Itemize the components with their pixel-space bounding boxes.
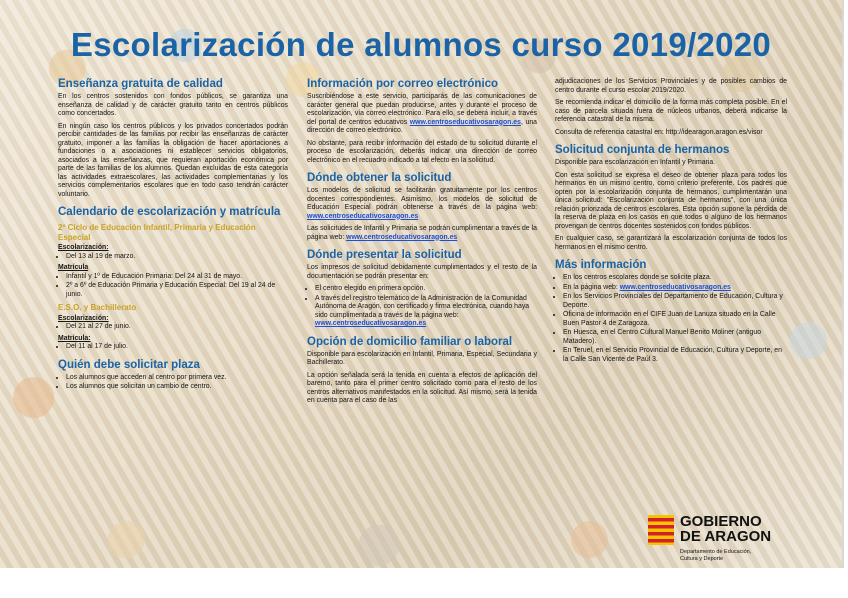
paragraph-text: Los modelos de solicitud se facilitarán gratuitamente por los centros docentes correspondientes. Asimismo, los modelos de solicitud de Educación Especial podrán obtenerse a través de la página web: [307, 187, 537, 211]
logo-sub-line: Cultura y Deporte [680, 555, 724, 562]
list-item: • Del 13 al 19 de marzo. [66, 253, 288, 262]
section-donde-presentar [307, 249, 537, 329]
section-calendario [58, 206, 288, 352]
column-middle [307, 78, 537, 413]
paragraph [307, 225, 537, 242]
centros-link[interactable]: www.centroseducativosaragon.es [346, 233, 458, 241]
label: Escolarización: [58, 244, 109, 251]
paragraph: Con esta solicitud se expresa el deseo de obtener plaza para todos los hermanos en un mismo centro, como criterio preferente. Los padres que opten por la escolarización conjunta de hermanos, cumplimentarán una única solicitud: "Escolarización conjunta de hermanos", con una única relación priorizada de centros escolares. Esta opción supone la pérdida de la reserva de plaza en los casos en que todos o alguno de los hermanos provengan de centros docentes sostenidos con fondos públicos. [555, 171, 787, 230]
paragraph-text: Las solicitudes de Infantil y Primaria se podrán cumplimentar a través de la página web: [307, 225, 537, 241]
list [555, 274, 787, 364]
section-ensenanza [58, 78, 288, 199]
subheading: 2º Ciclo de Educación Infantil, Primaria y Educación Especial [58, 223, 256, 242]
paragraph: En los centros sostenidos con fondos públicos, se garantiza una enseñanza de calidad y de carácter gratuito tanto en centros públicos como concertados. [58, 93, 288, 117]
paragraph: En ningún caso los centros públicos y los privados concertados podrán percibir cantidades de las familias por recibir las enseñanzas de carácter gratuito, imponer a las familias la obligación de hacer aportaciones a fundaciones o a asociaciones ni establecer servicios obligatorios, asociados a las enseñanzas, que requieran aportación económica por parte de las familias de los alumnos. Quedan excluidas de esta categoría las actividades extraescolares, las actividades complementarias y los servicios complementarios escolares que en todo caso tendrán carácter voluntario. [58, 122, 288, 198]
list-item-text: En la página web: [563, 283, 620, 291]
logo-line1: GOBIERNO [680, 513, 762, 530]
column-right [555, 78, 787, 371]
list-item: • 2º a 6º de Educación Primaria y Educación Especial: Del 19 al 24 de junio. [66, 282, 288, 299]
centros-link[interactable]: www.centroseducativosaragon.es [619, 283, 731, 291]
section-heading: Opción de domicilio familiar o laboral [307, 335, 513, 348]
section-quien [58, 359, 288, 392]
section-heading: Solicitud conjunta de hermanos [555, 144, 730, 156]
list [307, 285, 537, 329]
list [58, 343, 288, 352]
paragraph: adjudicaciones de los Servicios Provinciales y de posibles cambios de centro durante el curso escolar 2019/2020. [555, 78, 787, 94]
paragraph: La opción señalada será la tenida en cuenta a efectos de aplicación del baremo, tanto para el primer centro solicitado como para el resto de los centros alternativos manifestados en la solicitud. Así mismo, será la tenida en cuenta para el caso de las [307, 371, 537, 404]
list-item: • El centro elegido en primera opción. [315, 285, 537, 294]
centros-link[interactable]: www.centroseducativosaragon.es [307, 212, 419, 220]
paragraph-text: Suscribiéndose a este servicio, participarás de las comunicaciones de carácter general que puedan producirse, antes y durante el proceso de escolarización, vía correo electrónico. Para ello, se deberá incluir, a través del portal de centros educativos [307, 93, 537, 126]
list-item: • Infantil y 1º de Educación Primaria: Del 24 al 31 de mayo. [66, 273, 288, 282]
label: Escolarización: [58, 314, 109, 322]
paragraph [307, 187, 537, 221]
paragraph: Disponible para escolarización en Infantil y Primaria. [555, 159, 716, 166]
section-heading: Enseñanza gratuita de calidad [58, 78, 223, 90]
paragraph-text: , una dirección de correo electrónico. [307, 118, 537, 134]
logo-department [680, 549, 790, 562]
list-item: • Oficina de información en el CIFE Juan de Lanuza situado en la Calle Buen Pastor 4 de Zaragoza. [563, 311, 787, 328]
section-informacion-correo [307, 78, 537, 165]
centros-link[interactable]: www.centroseducativosaragon.es [315, 320, 427, 327]
paragraph: Consulta de referencia catastral en: http://idearagon.aragon.es/visor [555, 128, 763, 136]
list-item: • En los centros escolares donde se solicite plaza. [563, 274, 787, 283]
logo-line2: DE ARAGON [680, 528, 772, 545]
section-heading: Dónde presentar la solicitud [307, 249, 462, 261]
paragraph: Se recomienda indicar el domicilio de la forma más completa posible. En el caso de parcela situada fuera de núcleos urbanos, deberá indicarse la referencia catastral de la misma. [555, 99, 787, 123]
label: Matrícula: [58, 334, 91, 342]
list-item: • Del 11 al 17 de julio. [66, 343, 288, 352]
aragon-flag-icon [648, 515, 674, 545]
list-item [315, 295, 537, 329]
page-title: Escolarización de alumnos curso 2019/2020 [70, 26, 772, 63]
list-item: • Los alumnos que acceden al centro por primera vez. [66, 374, 288, 383]
list [58, 323, 288, 332]
paragraph: Disponible para escolarización en Infantil, Primaria, Especial, Secundaria y Bachillerato. [307, 350, 537, 366]
subheading: E.S.O. y Bachillerato [58, 303, 137, 312]
list-item: • Del 21 al 27 de junio. [66, 323, 288, 332]
section-opcion-domicilio [307, 336, 537, 406]
paragraph: No obstante, para recibir información del estado de tu solicitud durante el proceso de escolarización, deberás indicar una dirección de correo electrónico en el recuadro indicado a tal efecto en la solicitud. [307, 139, 537, 164]
logo-sub-line: Departamento de Educación, [680, 549, 752, 555]
list [58, 374, 288, 392]
section-heading: Más información [555, 259, 647, 271]
section-mas-informacion [555, 259, 787, 364]
gobierno-aragon-logo [648, 511, 798, 561]
list-item: • En los Servicios Provinciales del Departamento de Educación, Cultura y Deporte. [563, 293, 787, 310]
section-heading: Quién debe solicitar plaza [58, 358, 200, 371]
paragraph: Los impresos de solicitud debidamente cumplimentados y el resto de la documentación se podrán presentar en: [307, 264, 537, 280]
section-hermanos [555, 144, 787, 252]
list-item [563, 284, 787, 293]
label: Matrícula [58, 264, 89, 271]
list [58, 253, 288, 262]
list-item-text: A través del registro telemático de la Administración de la Comunidad Autónoma de Aragón, con certificado y firma electrónica, cuando haya sido cumplimentada a través de la página web: [315, 294, 530, 319]
section-opcion-continuacion [555, 78, 787, 137]
section-heading: Dónde obtener la solicitud [307, 172, 452, 184]
list [58, 273, 288, 300]
section-heading: Calendario de escolarización y matrícula [58, 206, 281, 218]
paragraph: En cualquier caso, se garantizará la escolarización conjunta de todos los hermanos en el mismo centro. [555, 235, 787, 251]
list-item: • Los alumnos que solicitan un cambio de centro. [66, 383, 288, 392]
list-item: • En Teruel, en el Servicio Provincial de Educación, Cultura y Deporte, en la Calle San Vicente de Paúl 3. [563, 347, 787, 364]
section-heading: Información por correo electrónico [307, 78, 499, 90]
section-donde-obtener [307, 172, 537, 242]
list-item: • En Huesca, en el Centro Cultural Manuel Benito Moliner (antiguo Matadero). [563, 329, 787, 346]
column-left [58, 78, 288, 399]
paragraph [307, 93, 537, 136]
centros-link[interactable]: www.centroseducativosaragon.es [409, 118, 521, 126]
